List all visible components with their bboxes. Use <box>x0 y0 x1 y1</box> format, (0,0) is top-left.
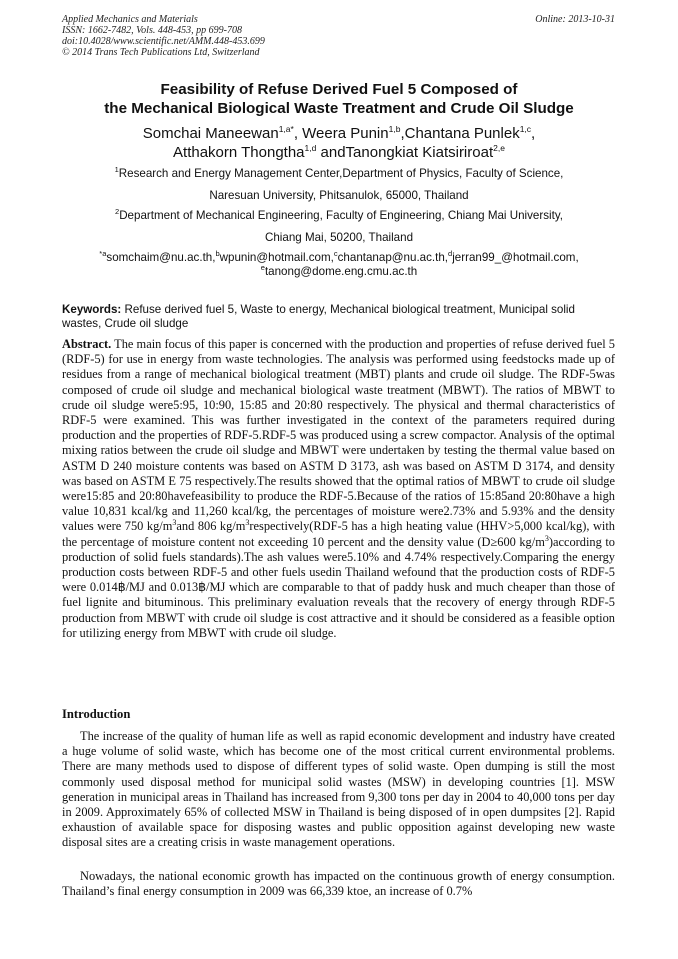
affiliation-1-text: Research and Energy Management Center,Department of Physics, Faculty of Science, <box>118 167 564 180</box>
title-line-1: Feasibility of Refuse Derived Fuel 5 Composed of <box>160 81 518 98</box>
email-a: somchaim@nu.ac.th, <box>106 251 216 264</box>
affiliation-1 <box>40 167 638 203</box>
email-e: tanong@dome.eng.cmu.ac.th <box>264 265 418 278</box>
intro-paragraph-1: The increase of the quality of human life as well as rapid economic development and industry have created a huge volume of solid waste, which has become one of the most critical current environmental problems. There are many methods used to dispose of different types of solid waste. Open dumping is still the most commonly used disposal method for municipal solid wastes (MSW) in developing countries [1]. MSW generation in municipal areas in Thailand has increased from 9,300 tons per day in 2004 to 40,000 tons per day in 2009. Approximately 65% of collected MSW in Thailand is being disposed of in open dumpsites [2]. Rapid exhaustion of available space for disposing wastes and public opposition against developing new waste disposal sites are a creating crisis in waste management operations. <box>62 729 615 850</box>
copyright-line: © 2014 Trans Tech Publications Ltd, Switzerland <box>62 47 260 58</box>
email-d-sup: d <box>448 249 453 258</box>
intro-paragraph-2: Nowadays, the national economic growth has impacted on the continuous growth of energy consumption. Thailand’s final energy consumption in 2009 was 66,339 ktoe, an increase of 0.7% <box>62 869 615 899</box>
author-4: Atthakorn Thongtha <box>173 144 305 161</box>
title-line-2: the Mechanical Biological Waste Treatment and Crude Oil Sludge <box>104 100 574 117</box>
email-c: chantanap@nu.ac.th, <box>337 251 449 264</box>
affiliation-1-line-1 <box>40 167 638 181</box>
email-list <box>40 251 638 279</box>
affiliation-2-line-1 <box>40 209 638 223</box>
online-date: Online: 2013-10-31 <box>535 14 615 25</box>
keywords <box>62 303 615 331</box>
email-a-sup: *a <box>99 249 107 258</box>
author-1: Somchai Maneewan <box>142 125 279 142</box>
author-line-1 <box>40 124 638 143</box>
author-4-sup: 1,d <box>304 143 317 153</box>
email-c-sup: c <box>333 249 338 258</box>
keywords-text: Refuse derived fuel 5, Waste to energy, Mechanical biological treatment, Municipal solid wastes, Crude oil sludge <box>62 303 575 330</box>
affiliation-2-line-2: Chiang Mai, 50200, Thailand <box>264 231 414 244</box>
author-3: ,Chantana Punlek <box>400 125 520 142</box>
affiliation-2-sup: 2 <box>115 207 120 216</box>
paper-title <box>40 80 638 118</box>
author-5: andTanongkiat Kiatsiriroat <box>316 144 494 161</box>
affiliation-1-sup: 1 <box>114 165 119 174</box>
journal-name: Applied Mechanics and Materials <box>62 14 198 25</box>
section-heading-introduction: Introduction <box>62 707 131 721</box>
author-2: , Weera Punin <box>293 125 389 142</box>
abstract-text-1: The main focus of this paper is concerned with the production and properties of refuse derived fuel 5 (RDF-5) for use in energy from waste technologies. The analysis was performed using feedstocks made up of residues from a range of mechanical biological treatment (MBT) plants and crude oil sludge. The RDF-5was composed of crude oil sludge and mechanical biological waste treatment (MBWT). The ratios of MBWT to crude oil sludge were5:95, 10:90, 15:85 and 20:80 respectively. The physical and thermal characteristics of RDF-5 were examined. This was further investigated in the context of the parameters required during production and the properties of RDF-5.RDF-5 was produced using a screw compactor. Analysis of the optimal mixing ratios between the crude oil sludge and MBWT were undertaken by testing the thermal value based on ASTM D 240 moisture contents was based on ASTM D 3173, ash was based on ASTM D 3174, and density was based on ASTM E 75 respectively.The results showed that the optimal ratios of MBWT to crude oil sludge were15:85 and 20:80havefeasibility to produce the RDF-5.Because of the ratios of 15:85and 20:80have a high value 10,831 kcal/kg and 11,260 kcal/kg, the percentages of moisture were2.73% and 5.93% and the density values were 750 kg/m <box>62 337 615 534</box>
keywords-label: Keywords: <box>62 303 122 316</box>
email-e-sup: e <box>260 263 265 272</box>
author-5-sup: 2,e <box>493 143 505 153</box>
author-3-tail: , <box>531 125 536 142</box>
email-d: jerran99_@hotmail.com, <box>452 251 579 264</box>
abstract-sup-1: 3 <box>172 518 177 528</box>
abstract-sup-2: 3 <box>245 518 250 528</box>
doi-line: doi:10.4028/www.scientific.net/AMM.448-453.699 <box>62 36 265 47</box>
abstract-sup-3: 3 <box>544 533 549 543</box>
affiliation-2 <box>40 209 638 245</box>
abstract-text-3: respectively(RDF-5 has a high heating value (HHV>5,000 kcal/kg), with the percentage of moisture content not exceeding 10 percent and the density value (D≥600 kg/m <box>62 519 615 549</box>
affiliation-2-text: Department of Mechanical Engineering, Faculty of Engineering, Chiang Mai University, <box>119 209 563 222</box>
author-line-2 <box>40 143 638 162</box>
abstract-label: Abstract. <box>62 337 112 351</box>
author-2-sup: 1,b <box>388 124 401 134</box>
author-list <box>40 124 638 162</box>
email-line-2 <box>40 265 638 279</box>
email-line-1 <box>40 251 638 265</box>
journal-header <box>62 14 615 58</box>
email-b-sup: b <box>215 249 220 258</box>
issn-line: ISSN: 1662-7482, Vols. 448-453, pp 699-708 <box>62 25 242 36</box>
author-3-sup: 1,c <box>519 124 532 134</box>
abstract <box>62 337 615 641</box>
affiliation-1-line-2: Naresuan University, Phitsanulok, 65000, Thailand <box>209 189 469 202</box>
abstract-text-4: )according to production of solid fuels standards).The ash values were5.10% and 4.74% respectively.Comparing the energy production costs between RDF-5 and other fuels usedin Thailand wefound that the production costs of RDF-5 were 0.014฿/MJ and 0.013฿/MJ which are comparable to that of paddy husk and much cheaper than those of fuel lignite and bituminous. This preliminary evaluation reveals that the recovery of energy through RDF-5 production from MBWT with crude oil sludge is cost attractive and it should be considered as a feasible option for utilizing energy from MBWT with crude oil sludge. <box>62 534 615 640</box>
author-1-sup: 1,a* <box>278 124 294 134</box>
email-b: wpunin@hotmail.com, <box>219 251 334 264</box>
abstract-text-2: and 806 kg/m <box>176 519 246 534</box>
